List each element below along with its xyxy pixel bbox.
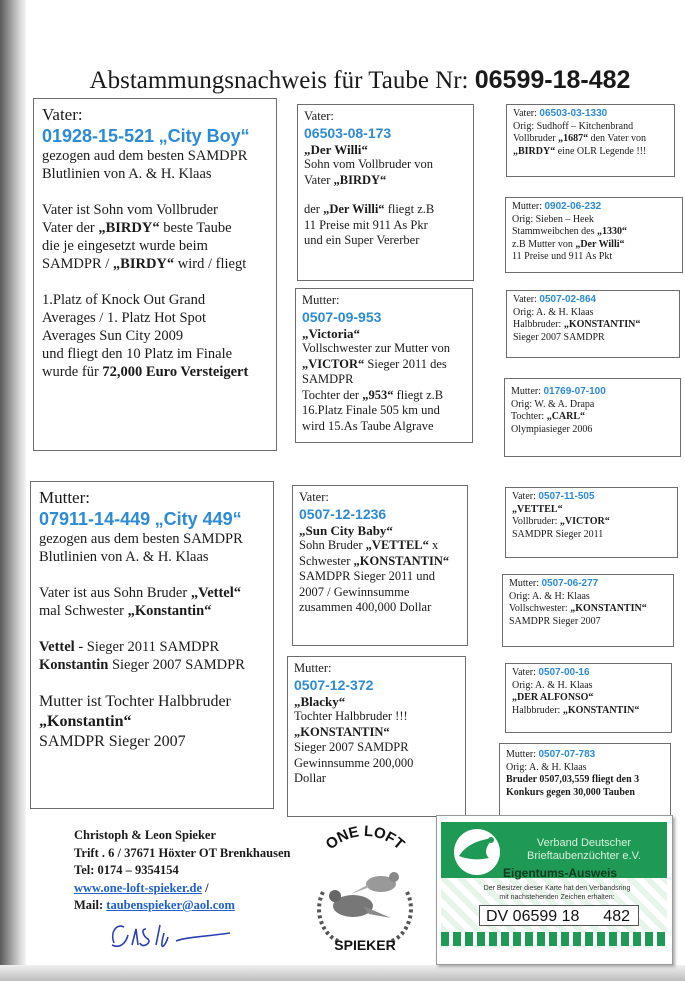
great-grandparent-box-7: Vater: 0507-00-16 Orig: A. & H. Klaas „DER ALFONSO“ Halbbruder: „KONSTANTIN“ bbox=[505, 663, 672, 733]
card-heading: Eigentums-Ausweis bbox=[502, 866, 618, 880]
great-grandparent-box-3: Vater: 0507-02-864 Orig: A. & H. Klaas Halbbruder: „KONSTANTIN“ Sieger 2007 SAMDPR bbox=[506, 290, 680, 358]
card-note: Der Besitzer dieser Karte hat den Verbandsring mit nachstehenden Zeichen erhalten: bbox=[483, 885, 631, 901]
scan-bottom-edge bbox=[0, 965, 685, 981]
sire-box: Vater: 01928-15-521 „City Boy“ gezogen aud dem besten SAMDPR Blutlinien von A. & H. Klaas Vater ist Sohn vom Vollbruder Vater der „BIRDY“ beste Taube die je eingesetzt wurde beim SAMDPR / „BIRDY“ wird / fliegt 1.Platz of Knock Out Grand Averages / 1. Platz Hot Spot Averages Sun City 2009 und fliegt den 10 Platz im Finale wurde für 72,000 Euro Versteigert bbox=[33, 98, 277, 451]
great-grandparent-box-4: Mutter: 01769-07-100 Orig: W. & A. Drapa Tochter: „CARL“ Olympiasieger 2006 bbox=[504, 378, 681, 457]
signature bbox=[106, 915, 246, 960]
email-link[interactable]: taubenspieker@aol.com bbox=[106, 898, 235, 912]
sire-id-line: 01928-15-521 „City Boy“ bbox=[42, 126, 250, 146]
breeder-name: Christoph & Leon Spieker bbox=[74, 828, 217, 842]
great-grandparent-box-6: Mutter: 0507-06-277 Orig: A. & H: Klaas Vollschwester: „KONSTANTIN“ SAMDPR Sieger 2007 bbox=[502, 574, 674, 647]
sire-dam-box: Mutter: 0507-09-953 „Victoria“ Vollschwester zur Mutter von „VICTOR“ Sieger 2011 des SAMDPR Tochter der „953“ fliegt z.B 16.Platz Finale 505 km und wird 15.As Taube Algrave bbox=[295, 288, 473, 443]
great-grandparent-box-2: Mutter: 0902-06-232 Orig: Sieben – Heek Stammweibchen des „1330“ z.B Mutter von „Der Willi“ 11 Preise und 911 As Pkt bbox=[505, 197, 683, 273]
great-grandparent-box-8: Mutter: 0507-07-783 Orig: A. & H. Klaas Bruder 0507,03,559 fliegt den 3 Konkurs gegen 30,000 Tauben bbox=[499, 743, 671, 822]
scan-page-edge bbox=[0, 0, 26, 981]
dam-sire-box: Vater: 0507-12-1236 „Sun City Baby“ Sohn Bruder „VETTEL“ x Schwester „KONSTANTIN“ SAMDPR Sieger 2011 und 2007 / Gewinnsumme zusammen 400,000 Dollar bbox=[292, 485, 468, 646]
great-grandparent-box-5: Vater: 0507-11-505 „VETTEL“ Vollbruder: „VICTOR“ SAMDPR Sieger 2011 bbox=[505, 487, 678, 558]
website-link[interactable]: www.one-loft-spieker.de bbox=[74, 880, 203, 895]
dam-box: Mutter: 07911-14-449 „City 449“ gezogen aus dem besten SAMDPR Blutlinien von A. & H. Klaas Vater ist aus Sohn Bruder „Vettel“ mal Schwester „Konstantin“ Vettel - Sieger 2011 SAMDPR Konstantin Sieger 2007 SAMDPR Mutter ist Tochter Halbbruder „Konstantin“ SAMDPR Sieger 2007 bbox=[30, 481, 274, 809]
card-ring-number: DV 06599 18 482 bbox=[479, 905, 639, 926]
one-loft-spieker-logo bbox=[303, 822, 427, 961]
breeder-address: Trift . 6 / 37671 Höxter OT Brenkhausen bbox=[74, 845, 291, 860]
card-stripe bbox=[441, 932, 667, 946]
great-grandparent-box-1: Vater: 06503-03-1330 Orig: Sudhoff – Kitchenbrand Vollbruder „1687“ den Vater von „BIRDY“ eine OLR Legende !!! bbox=[506, 104, 675, 177]
title-ring-number: 06599-18-482 bbox=[474, 66, 631, 94]
page-title: Abstammungsnachweis für Taube Nr: 06599-18-482 bbox=[89, 66, 631, 94]
dam-dam-box: Mutter: 0507-12-372 „Blacky“ Tochter Halbbruder !!! „KONSTANTIN“ Sieger 2007 SAMDPR Gewinnsumme 200,000 Dollar bbox=[287, 656, 466, 817]
svg-text:ONE LOFT: ONE LOFT bbox=[322, 822, 408, 854]
svg-text:SPIEKER: SPIEKER bbox=[334, 937, 396, 953]
pigeon-logo-graphic bbox=[303, 822, 427, 956]
dam-role: Mutter: bbox=[39, 488, 90, 507]
sire-sire-box: Vater: 06503-08-173 „Der Willi“ Sohn vom Vollbruder von Vater „BIRDY“ der „Der Willi“ fliegt z.B 11 Preise mit 911 As Pkr und ein Super Vererber bbox=[297, 104, 474, 281]
signature-graphic bbox=[106, 915, 246, 955]
sire-role: Vater: bbox=[42, 105, 83, 124]
card-header: Verband Deutscher Brieftaubenzüchter e.V. bbox=[441, 822, 667, 882]
contact-block: Christoph & Leon Spieker Trift . 6 / 37671 Höxter OT Brenkhausen Tel: 0174 – 9354154 www.one-loft-spieker.de / Mail: taubenspieker@aol.com bbox=[74, 828, 291, 912]
dam-id-line: 07911-14-449 „City 449“ bbox=[39, 509, 242, 529]
breeder-phone: Tel: 0174 – 9354154 bbox=[74, 863, 179, 877]
ownership-card bbox=[436, 815, 673, 965]
